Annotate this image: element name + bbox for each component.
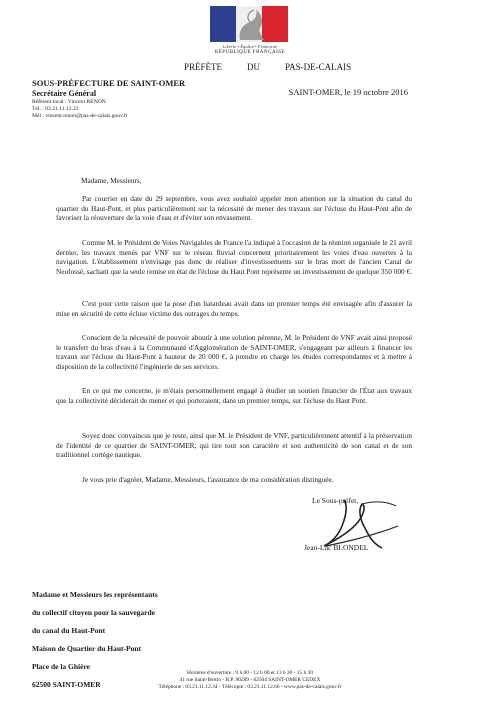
letter-body [56, 475, 412, 485]
paragraph: Par courrier en date du 29 septembre, vous avez souhaité appeler mon attention sur la situation du canal du quartier du Haut-Pont, et plus particulièrement sur la nécessité de mener des travaux sur l'écluse du Haut-Pont afin de favoriser la réouverture de la voie d'eau et d'éviter son envasement. [56, 194, 412, 222]
republic-label: RÉPUBLIQUE FRANÇAISE [214, 50, 286, 55]
letter-body [56, 386, 412, 405]
prefet-du: DU [247, 62, 260, 72]
signatory-name: Jean-Luc BLONDEL [304, 543, 369, 552]
paragraph: Soyez donc convaincus que je reste, ainsi que M. le Président de VNF, particulièrement attentif à la préservation de l'identité de ce quartier de SAINT-OMER, qui tire tout son caractère et son authenticité de son canal et de son traditionnel cortège nautique. [56, 431, 412, 459]
footer [0, 670, 500, 691]
sender-referent: Référent local : Vincent RENON [32, 99, 106, 105]
sender-mel: Mél : vincent.renon@pas-de-calais.gouv.fr [32, 113, 128, 119]
prefet-department: PAS-DE-CALAIS [285, 62, 352, 72]
marianne-logo [210, 6, 288, 42]
signature-title: Le Sous-préfet, [312, 496, 359, 505]
letter-body [56, 238, 412, 276]
paragraph: Je vous prie d'agréer, Madame, Messieurs, l'assurance de ma considération distinguée. [82, 475, 334, 484]
republic-motto: Liberté • Égalité • Fraternité [222, 44, 278, 49]
letter-date: SAINT-OMER, le 19 octobre 2016 [288, 87, 408, 97]
footer-address: 41 rue Saint-Bertin - B.P. 90289 - 62504 SAINT-OMER CEDEX [179, 677, 321, 683]
paragraph: En ce qui me concerne, je m'étais personnellement engagé à étudier un soutien financier de l'État aux travaux que la collectivité déciderait de mener et qui porteraient, dans un premier temps, sur l'écluse du Haut Pont. [56, 386, 412, 405]
address-line: Maison de Quartier du Haut-Pont [32, 644, 142, 653]
address-line: Place de la Ghière [32, 662, 90, 671]
address-line: du canal du Haut-Pont [32, 626, 106, 635]
paragraph: C'est pour cette raison que la pose d'un batardeau avait dans un premier temps été envisagée afin d'assurer la mise en sécurité de cette écluse victime des outrages du temps. [56, 299, 412, 318]
sender-tel: Tél. : 03.21.11.12.23 [32, 106, 79, 112]
sender-office: SOUS-PRÉFECTURE DE SAINT-OMER [32, 78, 186, 88]
letter-body [56, 299, 412, 318]
prefet-word: PRÉFÈTE [184, 62, 223, 72]
sender-role: Secrétaire Général [32, 89, 97, 98]
salutation: Madame, Messieurs, [81, 176, 142, 185]
letter-body [56, 194, 412, 223]
letter-body [56, 333, 412, 371]
letter-body [56, 431, 412, 460]
address-line: 62500 SAINT-OMER [32, 680, 101, 689]
address-line: du collectif citoyen pour la sauvegarde [32, 608, 155, 617]
paragraph: Conscient de la nécessité de pouvoir aboutir à une solution pérenne, M. le Président de VNF avait ainsi proposé le transfert du bras d'eau à la Communauté d'Agglomération de SAINT-OMER, s'engageant par ailleurs à financer les travaux sur l'écluse du Haut-Pont à hauteur de 20 000 €, à prendre en charge les études correspondantes et à mettre à disposition de la collectivité l'ingénierie de ses services. [56, 333, 412, 371]
footer-hours: Horaires d'ouverture : 9 h 00 - 12 h 00 et 13 h 30 - 15 h 30 [187, 670, 313, 676]
address-line: Madame et Messieurs les représentants [32, 590, 158, 599]
paragraph: Comme M. le Président de Voies Navigables de France l'a indiqué à l'occasion de la réunion organisée le 21 avril dernier, les travaux menés par VNF sur le réseau fluvial concernent prioritairement les voies d'eau ouvertes à la navigation. L'établissement n'envisage pas donc de réaliser d'investissements sur le bras mort de l'ancien Canal de Neufossé, sachant que la seule remise en état de l'écluse du Haut Pont représente un investissement de quelque 350 000 €. [56, 238, 412, 276]
footer-contact: Téléphone : 03.21.11.12.34 - Télécopie : 03.21.11.12.66 - www.pas-de-calais.gouv.fr [158, 684, 342, 690]
